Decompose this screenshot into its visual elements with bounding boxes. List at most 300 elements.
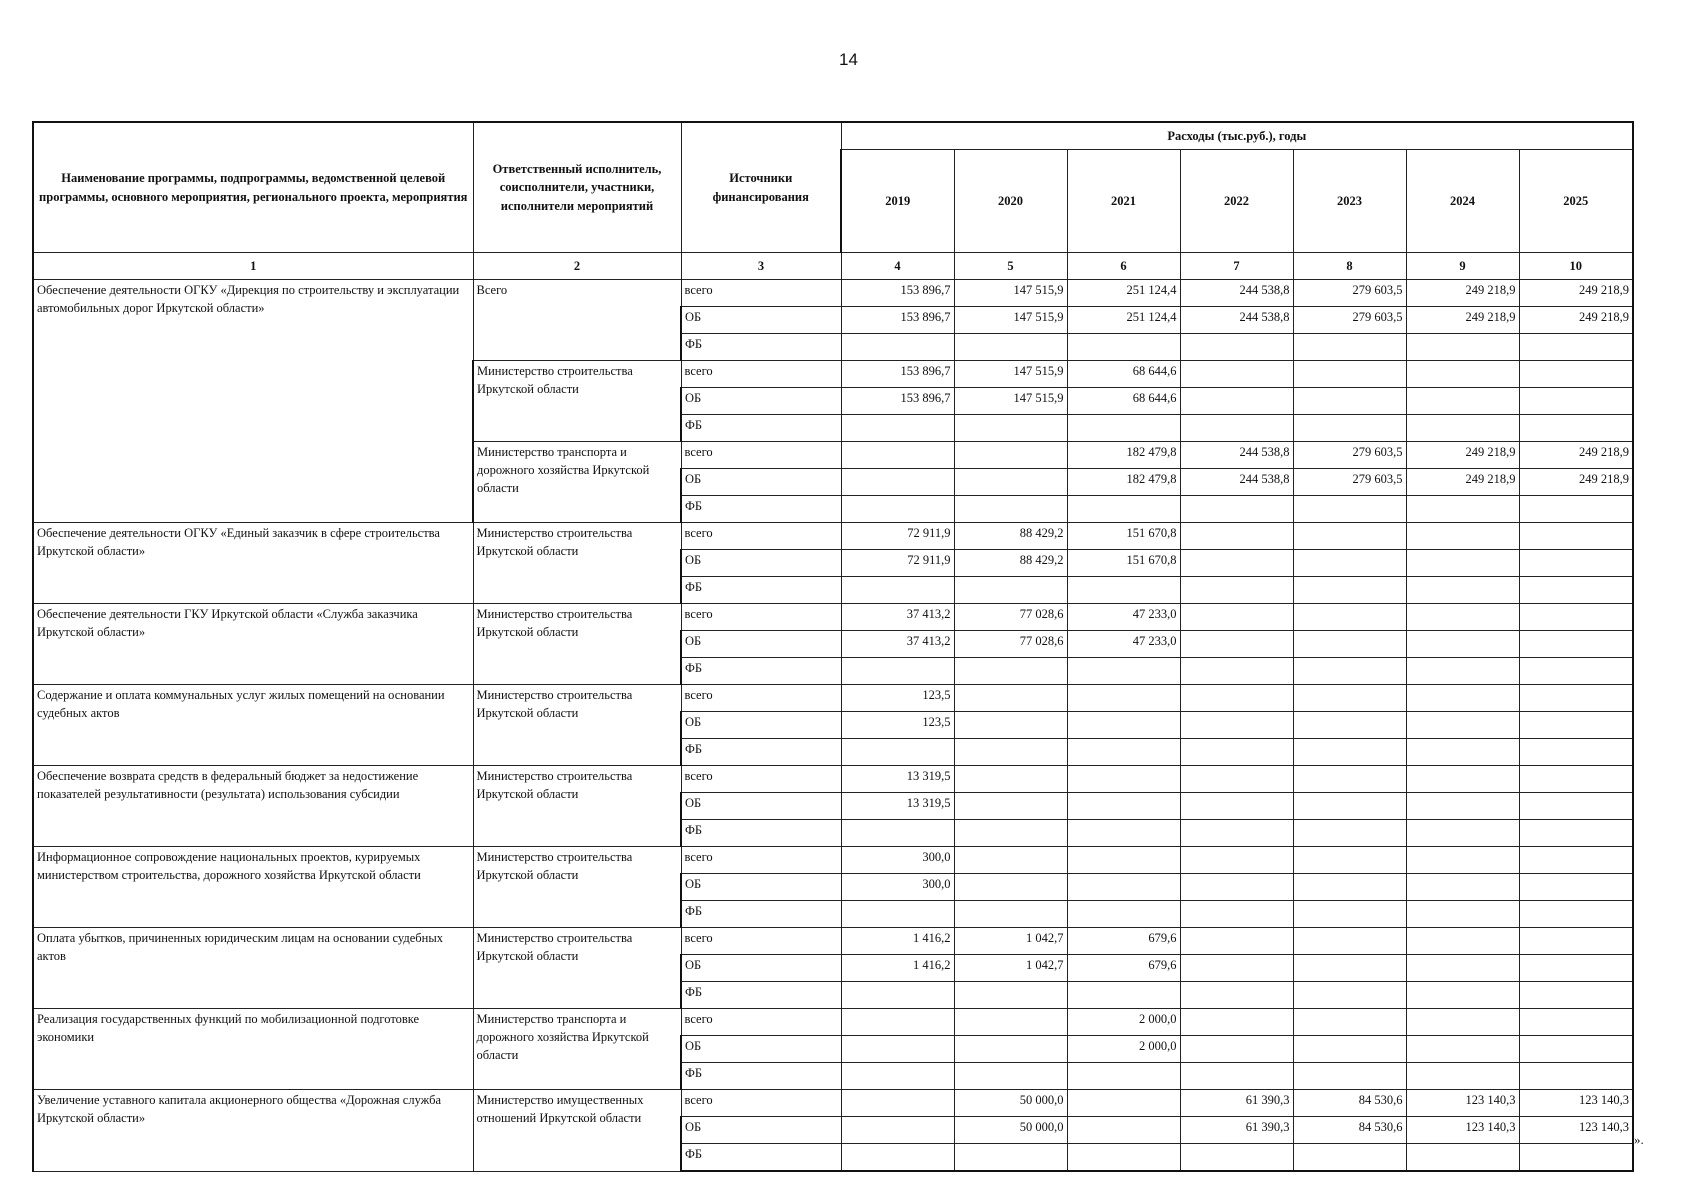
header-year: 2023	[1293, 150, 1406, 253]
table-row	[33, 604, 1633, 631]
expense-value-cell	[1406, 604, 1519, 631]
expense-value-cell: 249 218,9	[1406, 307, 1519, 334]
executor-cell: Министерство строительства Иркутской области	[473, 361, 681, 442]
expense-value-cell	[1293, 847, 1406, 874]
expense-value-cell: 244 538,8	[1180, 280, 1293, 307]
expense-value-cell	[1180, 739, 1293, 766]
expense-value-cell: 153 896,7	[841, 361, 954, 388]
expense-value-cell	[1067, 577, 1180, 604]
header-funding-source: Источники финансирования	[681, 122, 841, 253]
expense-value-cell	[1293, 1036, 1406, 1063]
expense-value-cell	[954, 901, 1067, 928]
column-number: 2	[473, 253, 681, 280]
expense-value-cell	[1406, 1009, 1519, 1036]
program-name-cell: Обеспечение деятельности ГКУ Иркутской области «Служба заказчика Иркутской области»	[33, 604, 473, 685]
executor-cell: Всего	[473, 280, 681, 361]
expense-value-cell: 251 124,4	[1067, 280, 1180, 307]
expense-value-cell	[1293, 415, 1406, 442]
executor-cell: Министерство транспорта и дорожного хозяйства Иркутской области	[473, 1009, 681, 1090]
expense-value-cell	[1519, 847, 1633, 874]
expense-value-cell: 50 000,0	[954, 1117, 1067, 1144]
expense-value-cell	[954, 334, 1067, 361]
expense-value-cell	[1519, 361, 1633, 388]
expense-value-cell: 72 911,9	[841, 550, 954, 577]
expense-value-cell	[1406, 766, 1519, 793]
program-name-cell: Обеспечение возврата средств в федеральный бюджет за недостижение показателей результативности (результата) использования субсидии	[33, 766, 473, 847]
header-year: 2020	[954, 150, 1067, 253]
header-year: 2019	[841, 150, 954, 253]
executor-cell: Министерство строительства Иркутской области	[473, 685, 681, 766]
table-row	[33, 280, 1633, 307]
expense-value-cell	[954, 1009, 1067, 1036]
expense-value-cell	[1293, 739, 1406, 766]
funding-source-cell: ОБ	[681, 874, 841, 901]
funding-source-cell: всего	[681, 1009, 841, 1036]
expense-value-cell	[1180, 685, 1293, 712]
expense-value-cell	[1406, 550, 1519, 577]
executor-cell: Министерство строительства Иркутской области	[473, 928, 681, 1009]
expense-value-cell	[1067, 820, 1180, 847]
expense-value-cell	[1406, 793, 1519, 820]
expense-value-cell: 151 670,8	[1067, 523, 1180, 550]
expense-value-cell: 47 233,0	[1067, 631, 1180, 658]
header-year: 2025	[1519, 150, 1633, 253]
expense-value-cell: 13 319,5	[841, 793, 954, 820]
expense-value-cell: 679,6	[1067, 955, 1180, 982]
expense-value-cell: 61 390,3	[1180, 1117, 1293, 1144]
funding-source-cell: всего	[681, 928, 841, 955]
expense-value-cell: 147 515,9	[954, 361, 1067, 388]
expense-value-cell	[1519, 685, 1633, 712]
expense-value-cell	[1519, 334, 1633, 361]
expense-value-cell	[841, 442, 954, 469]
expense-value-cell	[841, 334, 954, 361]
expense-value-cell: 249 218,9	[1406, 442, 1519, 469]
expense-value-cell	[954, 739, 1067, 766]
expense-value-cell: 153 896,7	[841, 280, 954, 307]
expense-value-cell	[1067, 766, 1180, 793]
expense-value-cell: 249 218,9	[1519, 469, 1633, 496]
expense-value-cell	[1293, 1009, 1406, 1036]
expense-value-cell: 123 140,3	[1406, 1090, 1519, 1117]
column-number: 4	[841, 253, 954, 280]
expense-value-cell	[1406, 631, 1519, 658]
expense-value-cell	[1293, 820, 1406, 847]
expense-value-cell	[1180, 1009, 1293, 1036]
expense-value-cell: 1 042,7	[954, 955, 1067, 982]
expense-value-cell	[1180, 1144, 1293, 1172]
expense-value-cell	[1519, 928, 1633, 955]
expense-value-cell: 244 538,8	[1180, 307, 1293, 334]
expense-value-cell	[954, 820, 1067, 847]
executor-cell: Министерство имущественных отношений Иркутской области	[473, 1090, 681, 1172]
funding-source-cell: ОБ	[681, 793, 841, 820]
expense-value-cell	[1293, 982, 1406, 1009]
expense-value-cell	[1293, 793, 1406, 820]
expense-value-cell	[1406, 847, 1519, 874]
expense-value-cell	[1067, 874, 1180, 901]
program-name-cell: Оплата убытков, причиненных юридическим лицам на основании судебных актов	[33, 928, 473, 1009]
expense-value-cell	[1293, 550, 1406, 577]
expense-value-cell: 147 515,9	[954, 307, 1067, 334]
expense-value-cell	[1180, 631, 1293, 658]
expense-value-cell	[1293, 766, 1406, 793]
funding-source-cell: ОБ	[681, 469, 841, 496]
expense-value-cell	[1406, 523, 1519, 550]
expense-value-cell: 251 124,4	[1067, 307, 1180, 334]
expense-value-cell	[954, 658, 1067, 685]
expense-value-cell	[1180, 577, 1293, 604]
expense-value-cell	[1406, 955, 1519, 982]
funding-source-cell: всего	[681, 523, 841, 550]
expense-value-cell	[841, 496, 954, 523]
expense-value-cell	[1180, 361, 1293, 388]
expense-value-cell	[1293, 496, 1406, 523]
expense-value-cell	[1293, 577, 1406, 604]
expense-value-cell	[841, 658, 954, 685]
expense-value-cell: 1 042,7	[954, 928, 1067, 955]
expense-value-cell: 279 603,5	[1293, 442, 1406, 469]
funding-source-cell: ФБ	[681, 1144, 841, 1172]
expense-value-cell	[954, 496, 1067, 523]
funding-source-cell: ФБ	[681, 577, 841, 604]
expense-value-cell	[1406, 739, 1519, 766]
expense-value-cell	[1519, 820, 1633, 847]
column-number: 9	[1406, 253, 1519, 280]
expense-value-cell: 182 479,8	[1067, 442, 1180, 469]
expense-value-cell	[1293, 604, 1406, 631]
expense-value-cell	[1519, 1063, 1633, 1090]
expense-value-cell	[1180, 658, 1293, 685]
program-name-cell: Информационное сопровождение национальных проектов, курируемых министерством строительства, дорожного хозяйства Иркутской области	[33, 847, 473, 928]
expense-value-cell	[1293, 1063, 1406, 1090]
program-name-cell: Обеспечение деятельности ОГКУ «Единый заказчик в сфере строительства Иркутской области»	[33, 523, 473, 604]
expense-value-cell	[1406, 928, 1519, 955]
expense-value-cell: 249 218,9	[1406, 469, 1519, 496]
expense-value-cell	[841, 1144, 954, 1172]
expense-value-cell	[1067, 496, 1180, 523]
funding-source-cell: всего	[681, 847, 841, 874]
expense-value-cell: 249 218,9	[1519, 442, 1633, 469]
funding-source-cell: ФБ	[681, 901, 841, 928]
program-name-cell: Обеспечение деятельности ОГКУ «Дирекция по строительству и эксплуатации автомобильных дорог Иркутской области»	[33, 280, 473, 523]
expense-value-cell	[841, 469, 954, 496]
executor-cell: Министерство строительства Иркутской области	[473, 604, 681, 685]
expense-value-cell	[841, 577, 954, 604]
header-program-name: Наименование программы, подпрограммы, ведомственной целевой программы, основного мероприятия, регионального проекта, мероприятия	[33, 122, 473, 253]
expense-value-cell	[1519, 766, 1633, 793]
header-expenses: Расходы (тыс.руб.), годы	[841, 122, 1633, 150]
expense-value-cell	[841, 1090, 954, 1117]
expense-value-cell	[1519, 793, 1633, 820]
header-year: 2022	[1180, 150, 1293, 253]
expense-value-cell	[1519, 739, 1633, 766]
header-executor: Ответственный исполнитель, соисполнители, участники, исполнители мероприятий	[473, 122, 681, 253]
expense-value-cell: 88 429,2	[954, 523, 1067, 550]
expense-value-cell: 153 896,7	[841, 388, 954, 415]
expense-value-cell	[1519, 955, 1633, 982]
expense-value-cell	[1519, 874, 1633, 901]
expense-value-cell	[954, 577, 1067, 604]
expense-value-cell: 68 644,6	[1067, 388, 1180, 415]
expense-value-cell	[954, 712, 1067, 739]
column-number: 7	[1180, 253, 1293, 280]
expense-value-cell	[1519, 577, 1633, 604]
funding-source-cell: всего	[681, 604, 841, 631]
funding-source-cell: ФБ	[681, 658, 841, 685]
expense-value-cell	[1293, 712, 1406, 739]
expense-value-cell: 147 515,9	[954, 280, 1067, 307]
expense-value-cell	[1067, 1063, 1180, 1090]
expense-value-cell	[1406, 712, 1519, 739]
expense-value-cell	[1406, 982, 1519, 1009]
expense-value-cell	[954, 1144, 1067, 1172]
expense-value-cell: 50 000,0	[954, 1090, 1067, 1117]
expense-value-cell	[1519, 604, 1633, 631]
funding-source-cell: ОБ	[681, 955, 841, 982]
expense-value-cell: 72 911,9	[841, 523, 954, 550]
header-year: 2024	[1406, 150, 1519, 253]
expense-value-cell	[1180, 550, 1293, 577]
expense-value-cell	[1519, 496, 1633, 523]
expense-value-cell: 37 413,2	[841, 604, 954, 631]
expense-value-cell: 47 233,0	[1067, 604, 1180, 631]
expense-value-cell: 77 028,6	[954, 631, 1067, 658]
expense-value-cell	[841, 1063, 954, 1090]
expense-value-cell	[1406, 388, 1519, 415]
expense-value-cell	[841, 1036, 954, 1063]
expense-value-cell: 2 000,0	[1067, 1009, 1180, 1036]
expense-value-cell: 2 000,0	[1067, 1036, 1180, 1063]
expense-value-cell	[1293, 1144, 1406, 1172]
expense-value-cell	[1406, 1144, 1519, 1172]
expense-value-cell	[1180, 982, 1293, 1009]
expense-value-cell: 279 603,5	[1293, 469, 1406, 496]
expense-value-cell: 88 429,2	[954, 550, 1067, 577]
expense-value-cell: 84 530,6	[1293, 1117, 1406, 1144]
header-year: 2021	[1067, 150, 1180, 253]
expense-value-cell	[1180, 955, 1293, 982]
funding-source-cell: ФБ	[681, 496, 841, 523]
program-name-cell: Содержание и оплата коммунальных услуг жилых помещений на основании судебных актов	[33, 685, 473, 766]
expense-value-cell	[1406, 820, 1519, 847]
expense-value-cell	[1180, 1063, 1293, 1090]
funding-source-cell: всего	[681, 280, 841, 307]
expense-value-cell: 37 413,2	[841, 631, 954, 658]
expense-value-cell: 13 319,5	[841, 766, 954, 793]
funding-source-cell: всего	[681, 766, 841, 793]
expense-value-cell: 182 479,8	[1067, 469, 1180, 496]
table-row	[33, 1009, 1633, 1036]
expense-value-cell	[1067, 685, 1180, 712]
table-row	[33, 685, 1633, 712]
expense-value-cell	[1180, 388, 1293, 415]
expense-value-cell	[1293, 631, 1406, 658]
expense-value-cell	[1293, 901, 1406, 928]
funding-source-cell: всего	[681, 1090, 841, 1117]
expense-value-cell	[1067, 1144, 1180, 1172]
expense-value-cell	[1406, 415, 1519, 442]
expense-value-cell: 279 603,5	[1293, 280, 1406, 307]
funding-source-cell: ФБ	[681, 739, 841, 766]
expense-value-cell	[841, 1009, 954, 1036]
program-name-cell: Реализация государственных функций по мобилизационной подготовке экономики	[33, 1009, 473, 1090]
expense-value-cell	[1519, 631, 1633, 658]
expense-value-cell	[1519, 550, 1633, 577]
expense-value-cell	[1406, 1063, 1519, 1090]
expense-value-cell: 153 896,7	[841, 307, 954, 334]
expense-value-cell	[1067, 847, 1180, 874]
expense-value-cell	[1519, 1036, 1633, 1063]
expense-value-cell	[1067, 793, 1180, 820]
expense-value-cell: 300,0	[841, 847, 954, 874]
expense-value-cell	[1519, 1009, 1633, 1036]
expense-value-cell	[841, 820, 954, 847]
table-body	[33, 280, 1633, 1172]
expense-value-cell	[954, 469, 1067, 496]
expense-value-cell	[1180, 820, 1293, 847]
expense-value-cell	[954, 442, 1067, 469]
expense-value-cell	[841, 739, 954, 766]
table-row	[33, 766, 1633, 793]
page-number: 14	[839, 50, 858, 69]
expense-value-cell	[1406, 874, 1519, 901]
expense-value-cell	[1406, 658, 1519, 685]
expense-value-cell: 249 218,9	[1519, 307, 1633, 334]
expense-value-cell	[1180, 334, 1293, 361]
expense-value-cell: 123 140,3	[1406, 1117, 1519, 1144]
expense-value-cell	[1180, 901, 1293, 928]
executor-cell: Министерство транспорта и дорожного хозяйства Иркутской области	[473, 442, 681, 523]
expense-value-cell	[1067, 712, 1180, 739]
funding-source-cell: ОБ	[681, 1117, 841, 1144]
expense-value-cell	[1519, 712, 1633, 739]
expense-value-cell	[954, 685, 1067, 712]
expense-value-cell: 84 530,6	[1293, 1090, 1406, 1117]
expense-value-cell	[1519, 523, 1633, 550]
table-row	[33, 928, 1633, 955]
expenses-table	[32, 121, 1634, 1172]
expense-value-cell	[1180, 793, 1293, 820]
expense-value-cell	[1293, 658, 1406, 685]
expense-value-cell	[954, 874, 1067, 901]
expense-value-cell	[841, 901, 954, 928]
funding-source-cell: ОБ	[681, 631, 841, 658]
expense-value-cell: 147 515,9	[954, 388, 1067, 415]
funding-source-cell: ФБ	[681, 982, 841, 1009]
expense-value-cell: 279 603,5	[1293, 307, 1406, 334]
expense-value-cell: 1 416,2	[841, 928, 954, 955]
expense-value-cell	[1067, 739, 1180, 766]
expense-value-cell	[1293, 928, 1406, 955]
expense-value-cell	[1293, 685, 1406, 712]
expense-value-cell	[1180, 928, 1293, 955]
expense-value-cell	[954, 766, 1067, 793]
closing-mark: ».	[1634, 1132, 1644, 1147]
funding-source-cell: ФБ	[681, 820, 841, 847]
expense-value-cell: 249 218,9	[1406, 280, 1519, 307]
expense-value-cell: 244 538,8	[1180, 442, 1293, 469]
expense-value-cell: 249 218,9	[1519, 280, 1633, 307]
expense-value-cell	[1406, 685, 1519, 712]
expense-value-cell	[1180, 766, 1293, 793]
expense-value-cell	[841, 982, 954, 1009]
expense-value-cell: 77 028,6	[954, 604, 1067, 631]
expense-value-cell	[1180, 523, 1293, 550]
expense-value-cell	[1067, 982, 1180, 1009]
expense-value-cell	[1180, 415, 1293, 442]
expense-value-cell	[1293, 523, 1406, 550]
expense-value-cell	[1067, 334, 1180, 361]
program-name-cell: Увеличение уставного капитала акционерного общества «Дорожная служба Иркутской области»	[33, 1090, 473, 1172]
column-number: 3	[681, 253, 841, 280]
expense-value-cell	[1180, 604, 1293, 631]
expense-value-cell	[1519, 901, 1633, 928]
expense-value-cell	[954, 847, 1067, 874]
expense-value-cell: 123 140,3	[1519, 1090, 1633, 1117]
expense-value-cell	[954, 415, 1067, 442]
expense-value-cell	[1293, 334, 1406, 361]
expense-value-cell: 679,6	[1067, 928, 1180, 955]
expense-value-cell	[1067, 415, 1180, 442]
expense-value-cell	[1406, 901, 1519, 928]
expense-value-cell: 151 670,8	[1067, 550, 1180, 577]
expense-value-cell	[1519, 658, 1633, 685]
expense-value-cell: 123,5	[841, 685, 954, 712]
expense-value-cell: 61 390,3	[1180, 1090, 1293, 1117]
funding-source-cell: ОБ	[681, 1036, 841, 1063]
expense-value-cell	[954, 793, 1067, 820]
expense-value-cell: 68 644,6	[1067, 361, 1180, 388]
funding-source-cell: ФБ	[681, 415, 841, 442]
expense-value-cell	[841, 1117, 954, 1144]
expense-value-cell	[954, 982, 1067, 1009]
expense-value-cell: 300,0	[841, 874, 954, 901]
funding-source-cell: ОБ	[681, 712, 841, 739]
funding-source-cell: ОБ	[681, 388, 841, 415]
expense-value-cell	[1406, 496, 1519, 523]
expense-value-cell	[1519, 982, 1633, 1009]
funding-source-cell: всего	[681, 442, 841, 469]
expense-value-cell	[1293, 361, 1406, 388]
expense-value-cell	[1406, 361, 1519, 388]
expense-value-cell	[1293, 388, 1406, 415]
expense-value-cell	[954, 1036, 1067, 1063]
expense-value-cell	[1067, 1090, 1180, 1117]
expense-value-cell: 1 416,2	[841, 955, 954, 982]
executor-cell: Министерство строительства Иркутской области	[473, 766, 681, 847]
table-row	[33, 1090, 1633, 1117]
funding-source-cell: ФБ	[681, 334, 841, 361]
expense-value-cell	[1180, 712, 1293, 739]
column-number: 5	[954, 253, 1067, 280]
executor-cell: Министерство строительства Иркутской области	[473, 847, 681, 928]
column-number: 6	[1067, 253, 1180, 280]
executor-cell: Министерство строительства Иркутской области	[473, 523, 681, 604]
column-number: 10	[1519, 253, 1633, 280]
expense-value-cell	[1180, 496, 1293, 523]
funding-source-cell: ФБ	[681, 1063, 841, 1090]
table-row	[33, 523, 1633, 550]
funding-source-cell: ОБ	[681, 550, 841, 577]
expense-value-cell	[954, 1063, 1067, 1090]
funding-source-cell: всего	[681, 361, 841, 388]
expense-value-cell	[1519, 388, 1633, 415]
funding-source-cell: всего	[681, 685, 841, 712]
expense-value-cell	[841, 415, 954, 442]
expense-value-cell	[1406, 334, 1519, 361]
expense-value-cell: 123,5	[841, 712, 954, 739]
